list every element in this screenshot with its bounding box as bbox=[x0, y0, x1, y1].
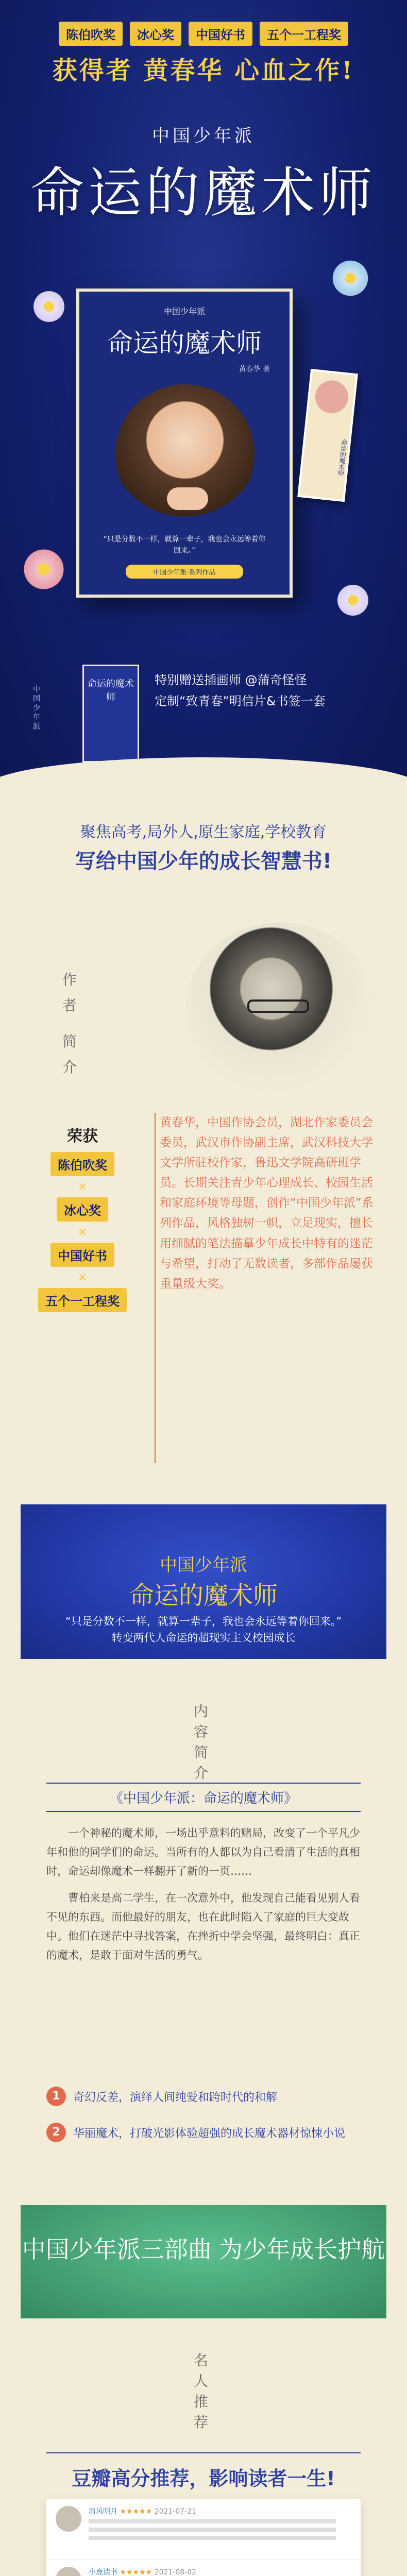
gift-line: 特别赠送插画师 @蒲奇怪怪 bbox=[155, 673, 307, 687]
hero-title: 命运的魔术师 bbox=[30, 161, 377, 224]
award-tag: 陈伯吹奖 bbox=[50, 1152, 114, 1176]
author-label-char: 作 bbox=[62, 971, 82, 988]
banner-series: 中国少年派 bbox=[160, 1555, 247, 1575]
banner-quote-line: 转变两代人命运的超现实主义校园成长 bbox=[111, 1631, 296, 1644]
series-section bbox=[0, 2184, 407, 2576]
author-photo bbox=[185, 922, 376, 1097]
author-label-char: 者 bbox=[62, 997, 82, 1014]
review-date: 2021-07-21 bbox=[154, 2507, 197, 2516]
author-awards bbox=[21, 1123, 144, 1312]
bookmark-gift bbox=[297, 369, 358, 502]
cover-quote: “只是分数不一样，就算一辈子，我也会永远等着你回来。” bbox=[103, 535, 266, 555]
hero-slogan: 获得者 黄春华 心血之作! bbox=[52, 56, 355, 85]
separator-icon: × bbox=[77, 1226, 88, 1239]
bookmark-text: 命运的魔术师 bbox=[336, 438, 348, 477]
recommend-label bbox=[0, 2349, 407, 2432]
highlight-point bbox=[46, 2123, 345, 2142]
synopsis-paragraph: 曹柏来是高二学生，在一次意外中，他发现自己能看见别人看不见的东西。而他最好的朋友，也在此时陷入了家庭的巨大变故中。他们在迷茫中寻找答案，在挫折中学会坚强，最终明白：真正的魔术，是敢于面对生活的勇气。 bbox=[46, 1892, 360, 1961]
review-user: 小鹿读书 bbox=[89, 2568, 117, 2576]
cover-author: 黄春华 著 bbox=[239, 365, 270, 374]
review-body bbox=[89, 2506, 336, 2552]
content-label-char: 容 bbox=[193, 1723, 213, 1740]
recommend-label-char: 名 bbox=[193, 2352, 213, 2369]
author-label-char: 简 bbox=[62, 1033, 82, 1050]
bookmark-illustration bbox=[314, 379, 350, 415]
point-number-icon: 1 bbox=[46, 2087, 66, 2106]
decorative-flower-icon bbox=[335, 582, 371, 618]
review-meta bbox=[89, 2567, 336, 2576]
book-intro-section bbox=[0, 1484, 407, 2184]
highlight-text: 奇幻反差，演绎人间纯爱和跨时代的和解 bbox=[73, 2091, 278, 2104]
content-label-char: 内 bbox=[193, 1703, 213, 1720]
author-label-char: 介 bbox=[62, 1059, 82, 1076]
review-text-placeholder bbox=[89, 2519, 336, 2540]
author-bio: 黄春华，中国作协会员，湖北作家委员会委员，武汉市作协副主席，武汉科技大学文学所驻校作家，鲁迅文学院高研班学员。长期关注青少年心理成长、校园生活和家庭环境等母题，创作“中国少年派”系列作品，风格独树一帜，立足现实，擅长用细腻的笔法描摹少年成长中特有的迷茫与希望，打动了无数读者，多部作品屡获重量级大奖。 bbox=[160, 1116, 374, 1291]
decorative-flower-icon bbox=[31, 289, 67, 325]
gift-line: 定制“致青春”明信片&书签一套 bbox=[155, 693, 326, 708]
hero-section bbox=[0, 0, 407, 783]
award-tag: 五个一工程奖 bbox=[38, 1288, 127, 1312]
review-row bbox=[46, 2560, 361, 2576]
banner-title: 命运的魔术师 bbox=[129, 1581, 278, 1610]
cover-title: 命运的魔术师 bbox=[107, 328, 262, 358]
book-banner bbox=[21, 1504, 386, 1659]
series-divider bbox=[46, 2452, 361, 2453]
banner-quote-line: “只是分数不一样，就算一辈子，我也会永远等着你回来。” bbox=[65, 1615, 342, 1628]
review-meta bbox=[89, 2506, 336, 2516]
cover-badge: 中国少年派·系列作品 bbox=[126, 565, 243, 579]
author-intro-section bbox=[0, 783, 407, 1484]
hero-series-name: 中国少年派 bbox=[152, 126, 255, 146]
review-stars: ★★★★★ bbox=[120, 2507, 152, 2516]
review-date: 2021-08-02 bbox=[154, 2568, 197, 2576]
decorative-flower-icon bbox=[330, 258, 371, 299]
cover-illustration-hand bbox=[167, 487, 208, 510]
recommend-label-char: 人 bbox=[193, 2372, 213, 2389]
author-glasses-icon bbox=[247, 999, 309, 1013]
series-banner bbox=[21, 2205, 386, 2318]
avatar bbox=[56, 2567, 81, 2576]
series-banner-title: 中国少年派三部曲 为少年成长护航 bbox=[22, 2235, 385, 2263]
bio-divider bbox=[155, 1113, 156, 1463]
banner-quote bbox=[21, 1614, 386, 1646]
point-number-icon: 2 bbox=[46, 2123, 66, 2142]
recommend-label-char: 推 bbox=[193, 2393, 213, 2410]
award-row bbox=[25, 22, 382, 46]
separator-icon: × bbox=[77, 1271, 88, 1284]
content-label-char: 简 bbox=[193, 1744, 213, 1761]
decorative-flower-icon bbox=[21, 546, 67, 592]
avatar bbox=[56, 2506, 81, 2532]
book-synopsis bbox=[46, 1824, 361, 1973]
recommend-label-char: 荐 bbox=[193, 2414, 213, 2431]
gift-description bbox=[155, 670, 326, 712]
award-heading: 荣获 bbox=[67, 1127, 98, 1145]
reviews-headline: 豆瓣高分推荐，影响读者一生! bbox=[72, 2467, 335, 2490]
cover-series: 中国少年派 bbox=[163, 307, 205, 316]
award-badge: 冰心奖 bbox=[130, 22, 181, 46]
section-wave-divider bbox=[0, 757, 407, 783]
award-badge: 中国好书 bbox=[189, 22, 252, 46]
synopsis-paragraph: 一个神秘的魔术师，一场出乎意料的赌局，改变了一个平凡少年和他的同学们的命运。当所有的人都以为自己看清了生活的真相时，命运却像魔术一样翻开了新的一页…… bbox=[46, 1827, 360, 1877]
review-body bbox=[89, 2567, 336, 2576]
gift-book-title: 命运的魔术师 bbox=[88, 679, 134, 703]
award-tag: 冰心奖 bbox=[57, 1197, 108, 1222]
award-tag: 中国好书 bbox=[50, 1243, 114, 1267]
intro-tagline: 聚焦高考,局外人,原生家庭,学校教育 bbox=[80, 823, 327, 841]
separator-icon: × bbox=[77, 1180, 88, 1193]
highlight-point bbox=[46, 2087, 277, 2106]
intro-headline: 写给中国少年的成长智慧书! bbox=[75, 850, 332, 873]
award-badge: 五个一工程奖 bbox=[260, 22, 348, 46]
award-badge: 陈伯吹奖 bbox=[59, 22, 123, 46]
review-list bbox=[46, 2499, 361, 2576]
review-row bbox=[46, 2499, 361, 2560]
review-stars: ★★★★★ bbox=[120, 2568, 152, 2576]
review-user: 清风明月 bbox=[89, 2507, 117, 2516]
highlight-text: 华丽魔术，打破光影体验超强的成长魔术器材惊悚小说 bbox=[73, 2127, 346, 2140]
book-cover bbox=[76, 289, 293, 598]
content-label bbox=[0, 1700, 407, 1783]
gift-book-thumbnail bbox=[82, 665, 139, 762]
book-subhead: 《中国少年派：命运的魔术师》 bbox=[46, 1783, 361, 1812]
content-label-char: 介 bbox=[193, 1765, 213, 1782]
side-series-mark: 中国少年派 bbox=[32, 685, 40, 732]
